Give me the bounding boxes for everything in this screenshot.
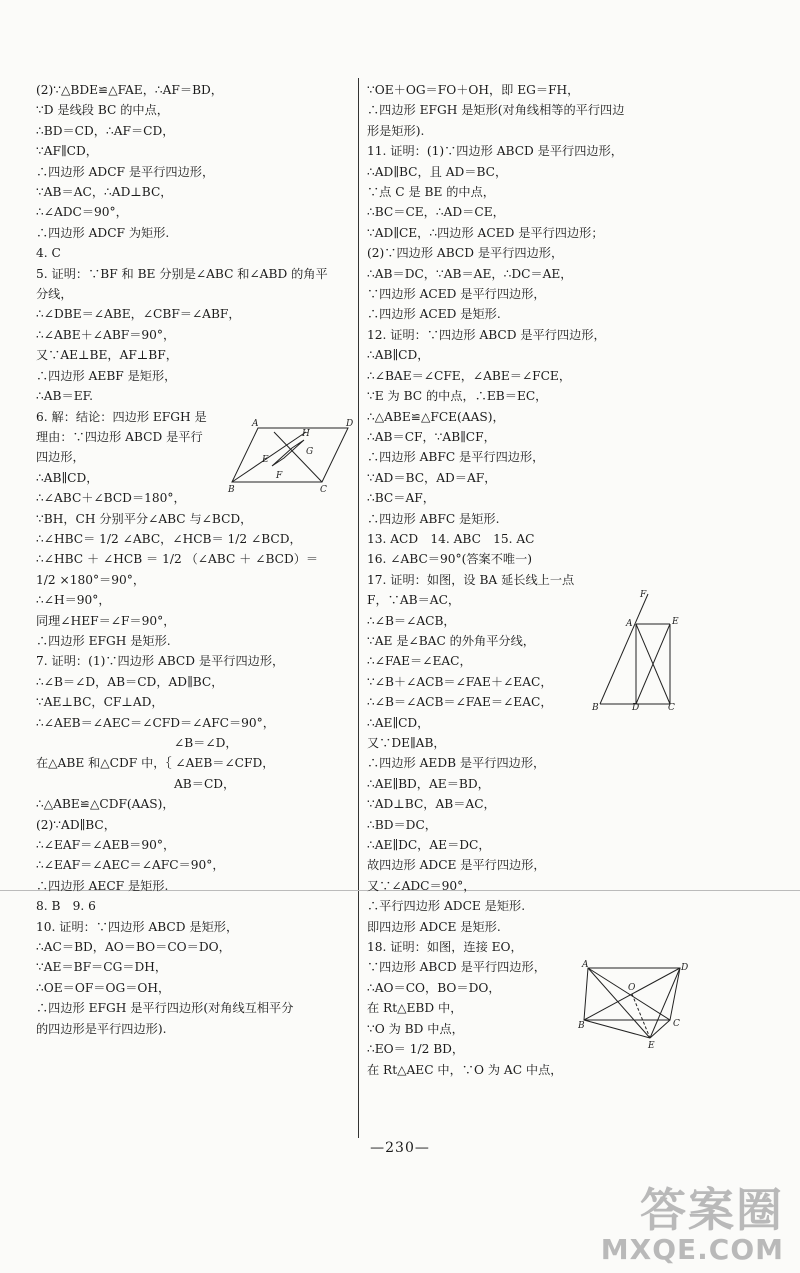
right-line-35: ∵AD⊥BC，AB＝AC， xyxy=(367,797,496,812)
left-line-42: ∴AC＝BD，AO＝BO＝CO＝DO， xyxy=(36,940,231,955)
right-line-40: ∴平行四边形 ADCE 是矩形. xyxy=(367,899,526,914)
left-line-41: 10. 证明：∵四边形 ABCD 是矩形， xyxy=(36,919,239,934)
left-line-14: ∴四边形 AEBF 是矩形， xyxy=(36,368,177,383)
right-line-34: ∴AE∥BD，AE＝BD， xyxy=(367,776,490,791)
left-line-40: 8. B 9. 6 xyxy=(36,899,96,914)
right-line-18: ∴四边形 ABFC 是平行四边形， xyxy=(367,450,545,465)
left-line-32: ∠B＝∠D， xyxy=(174,736,238,750)
left-line-17: 理由：∵四边形 ABCD 是平行 xyxy=(36,429,203,444)
right-line-4: ∴AD∥BC，且 AD＝BC， xyxy=(367,164,508,179)
left-line-23: ∴∠HBC ＋ ∠HCB ＝ 1/2 （∠ABC ＋ ∠BCD）＝ xyxy=(36,552,319,567)
left-line-39: ∴四边形 AECF 是矩形. xyxy=(36,878,169,893)
right-line-31: ∴AE∥CD， xyxy=(367,715,430,730)
left-line-7: ∴四边形 ADCF 为矩形. xyxy=(36,225,170,240)
right-line-23: 16. ∠ABC＝90°(答案不唯一) xyxy=(367,552,533,567)
fig6-label-C: C xyxy=(320,485,327,494)
left-line-20: ∴∠ABC＋∠BCD＝180°， xyxy=(36,491,186,506)
right-line-20: ∴BC＝AF， xyxy=(367,491,435,506)
left-line-19: ∴AB∥CD， xyxy=(36,470,99,485)
right-line-19: ∵AD＝BC，AD＝AF， xyxy=(367,470,497,485)
left-line-10: 分线， xyxy=(36,287,73,302)
right-line-8: (2)∵四边形 ABCD 是平行四边形， xyxy=(367,246,564,261)
fig18-label-C: C xyxy=(673,1019,680,1029)
right-line-26: ∴∠B＝∠ACB， xyxy=(367,613,456,628)
left-line-33: 在△ABE 和△CDF 中，｛ ∠AEB＝∠CFD， xyxy=(36,756,275,771)
right-line-36: ∴BD＝DC， xyxy=(367,817,437,832)
right-line-10: ∵四边形 ACED 是平行四边形， xyxy=(367,287,546,302)
left-line-4: ∴四边形 ADCF 是平行四边形， xyxy=(36,164,215,179)
right-line-44: ∴AO＝CO，BO＝DO， xyxy=(367,980,501,995)
left-line-46: 的四边形是平行四边形). xyxy=(36,1021,167,1036)
fig17-label-D: D xyxy=(632,703,640,712)
figure-6-parallelogram xyxy=(226,418,356,494)
fig17-label-C: C xyxy=(668,703,675,712)
fig17-label-B: B xyxy=(592,703,599,712)
left-line-34: AB＝CD， xyxy=(174,776,236,791)
right-line-7: ∵AD∥CE，∴四边形 ACED 是平行四边形； xyxy=(367,225,604,240)
fig18-label-O: O xyxy=(628,983,636,993)
left-line-29: ∴∠B＝∠D，AB＝CD，AD∥BC， xyxy=(36,674,224,689)
left-line-24: 1/2 ×180°＝90°， xyxy=(36,572,146,587)
fig6-label-A: A xyxy=(252,419,259,429)
page-number: —230— xyxy=(370,1140,430,1156)
left-line-27: ∴四边形 EFGH 是矩形. xyxy=(36,633,171,648)
right-line-5: ∵点 C 是 BE 的中点， xyxy=(367,185,495,200)
right-line-33: ∴四边形 AEDB 是平行四边形， xyxy=(367,756,546,771)
left-line-26: 同理∠HEF＝∠F＝90°， xyxy=(36,613,176,628)
left-line-21: ∵BH，CH 分别平分∠ABC 与∠BCD， xyxy=(36,511,253,526)
right-line-32: 又∵DE∥AB， xyxy=(367,736,446,750)
right-line-29: ∵∠B＋∠ACB＝∠FAE＋∠EAC， xyxy=(367,674,553,689)
figure-18-parallelogram xyxy=(578,958,690,1050)
left-line-43: ∵AE＝BF＝CG＝DH， xyxy=(36,960,168,975)
left-line-25: ∴∠H＝90°， xyxy=(36,593,111,608)
right-line-9: ∴AB＝DC，∵AB＝AE，∴DC＝AE， xyxy=(367,266,573,281)
right-line-2: 形是矩形). xyxy=(367,123,425,138)
fig18-label-A: A xyxy=(582,960,589,970)
right-line-12: 12. 证明：∵四边形 ABCD 是平行四边形， xyxy=(367,327,606,342)
left-line-30: ∵AE⊥BC，CF⊥AD， xyxy=(36,695,164,710)
right-line-43: ∵四边形 ABCD 是平行四边形， xyxy=(367,960,546,975)
left-line-37: ∴∠EAF＝∠AEB＝90°， xyxy=(36,838,176,853)
right-line-42: 18. 证明：如图，连接 EO， xyxy=(367,940,523,955)
watermark-url: MXQE.COM xyxy=(600,1233,784,1266)
right-line-6: ∴BC＝CE，∴AD＝CE， xyxy=(367,205,505,220)
right-line-37: ∴AE∥DC，AE＝DC， xyxy=(367,838,491,853)
left-line-45: ∴四边形 EFGH 是平行四边形(对角线互相平分 xyxy=(36,1001,294,1016)
left-line-0: (2)∵△BDE≌△FAE，∴AF＝BD， xyxy=(36,83,223,97)
left-line-44: ∴OE＝OF＝OG＝OH， xyxy=(36,980,171,995)
right-line-22: 13. ACD 14. ABC 15. AC xyxy=(367,531,535,546)
left-line-15: ∴AB＝EF. xyxy=(36,389,94,404)
left-line-38: ∴∠EAF＝∠AEC＝∠AFC＝90°， xyxy=(36,858,225,873)
right-line-14: ∴∠BAE＝∠CFE，∠ABE＝∠FCE， xyxy=(367,368,572,383)
left-line-3: ∵AF∥CD， xyxy=(36,144,98,159)
left-line-18: 四边形， xyxy=(36,450,85,465)
fig18-label-B: B xyxy=(578,1021,585,1031)
right-line-41: 即四边形 ADCE 是矩形. xyxy=(367,919,501,934)
left-line-35: ∴△ABE≌△CDF(AAS)， xyxy=(36,797,175,812)
fig6-label-D: D xyxy=(346,419,354,429)
fig6-label-G: G xyxy=(306,447,314,457)
fig6-label-B: B xyxy=(228,485,235,494)
right-line-39: 又∵∠ADC＝90°， xyxy=(367,878,476,893)
left-line-8: 4. C xyxy=(36,246,61,261)
fig17-label-F: F xyxy=(640,590,647,600)
fig17-label-A: A xyxy=(626,619,633,629)
right-line-27: ∵AE 是∠BAC 的外角平分线， xyxy=(367,633,535,648)
left-line-13: 又∵AE⊥BE，AF⊥BF， xyxy=(36,348,178,363)
left-line-36: (2)∵AD∥BC， xyxy=(36,817,116,832)
right-line-25: F，∵AB＝AC， xyxy=(367,593,461,608)
left-line-28: 7. 证明：(1)∵四边形 ABCD 是平行四边形， xyxy=(36,654,285,669)
left-line-6: ∴∠ADC＝90°， xyxy=(36,205,128,220)
fig18-label-D: D xyxy=(681,963,689,973)
right-line-13: ∴AB∥CD， xyxy=(367,348,430,363)
fig17-label-E: E xyxy=(672,617,679,627)
fig18-label-E: E xyxy=(648,1041,655,1050)
fig6-label-F: F xyxy=(276,471,283,481)
watermark xyxy=(601,1185,784,1265)
left-line-31: ∴∠AEB＝∠AEC＝∠CFD＝∠AFC＝90°， xyxy=(36,715,275,730)
fig6-label-E: E xyxy=(262,455,269,465)
right-line-21: ∴四边形 ABFC 是矩形. xyxy=(367,511,500,526)
left-line-5: ∵AB＝AC，∴AD⊥BC， xyxy=(36,185,173,200)
fig6-label-H: H xyxy=(302,429,310,439)
right-line-48: 在 Rt△AEC 中，∵O 为 AC 中点， xyxy=(367,1062,563,1077)
left-line-16: 6. 解：结论：四边形 EFGH 是 xyxy=(36,409,207,424)
left-line-11: ∴∠DBE＝∠ABE，∠CBF＝∠ABF， xyxy=(36,307,241,322)
left-line-9: 5. 证明：∵BF 和 BE 分别是∠ABC 和∠ABD 的角平 xyxy=(36,266,328,281)
right-line-3: 11. 证明：(1)∵四边形 ABCD 是平行四边形， xyxy=(367,144,623,159)
right-line-16: ∴△ABE≌△FCE(AAS)， xyxy=(367,409,505,424)
column-divider xyxy=(358,78,359,1138)
right-line-46: ∵O 为 BD 中点， xyxy=(367,1021,464,1036)
right-line-38: 故四边形 ADCE 是平行四边形， xyxy=(367,858,546,873)
figure-17-rectangle xyxy=(590,588,690,712)
left-line-2: ∴BD＝CD，∴AF＝CD， xyxy=(36,123,175,138)
right-line-1: ∴四边形 EFGH 是矩形(对角线相等的平行四边 xyxy=(367,103,625,118)
right-line-30: ∴∠B＝∠ACB＝∠FAE＝∠EAC， xyxy=(367,695,553,710)
right-line-45: 在 Rt△EBD 中， xyxy=(367,1001,463,1016)
right-line-0: ∵OE＋OG＝FO＋OH，即 EG＝FH， xyxy=(367,83,580,97)
left-line-12: ∴∠ABE＋∠ABF＝90°， xyxy=(36,327,176,342)
right-line-28: ∴∠FAE＝∠EAC， xyxy=(367,654,472,669)
right-column xyxy=(367,80,767,1080)
right-line-24: 17. 证明：如图，设 BA 延长线上一点 xyxy=(367,572,575,587)
left-line-1: ∵D 是线段 BC 的中点， xyxy=(36,103,169,118)
right-line-17: ∴AB＝CF，∵AB∥CF， xyxy=(367,429,496,444)
right-line-15: ∵E 为 BC 的中点，∴EB＝EC， xyxy=(367,389,548,404)
watermark-logo: 答案圈 xyxy=(640,1183,784,1237)
right-line-11: ∴四边形 ACED 是矩形. xyxy=(367,307,501,322)
right-line-47: ∴EO＝ 1/2 BD， xyxy=(367,1042,465,1057)
left-column xyxy=(36,80,356,1039)
left-line-22: ∴∠HBC＝ 1/2 ∠ABC，∠HCB＝ 1/2 ∠BCD， xyxy=(36,531,302,546)
